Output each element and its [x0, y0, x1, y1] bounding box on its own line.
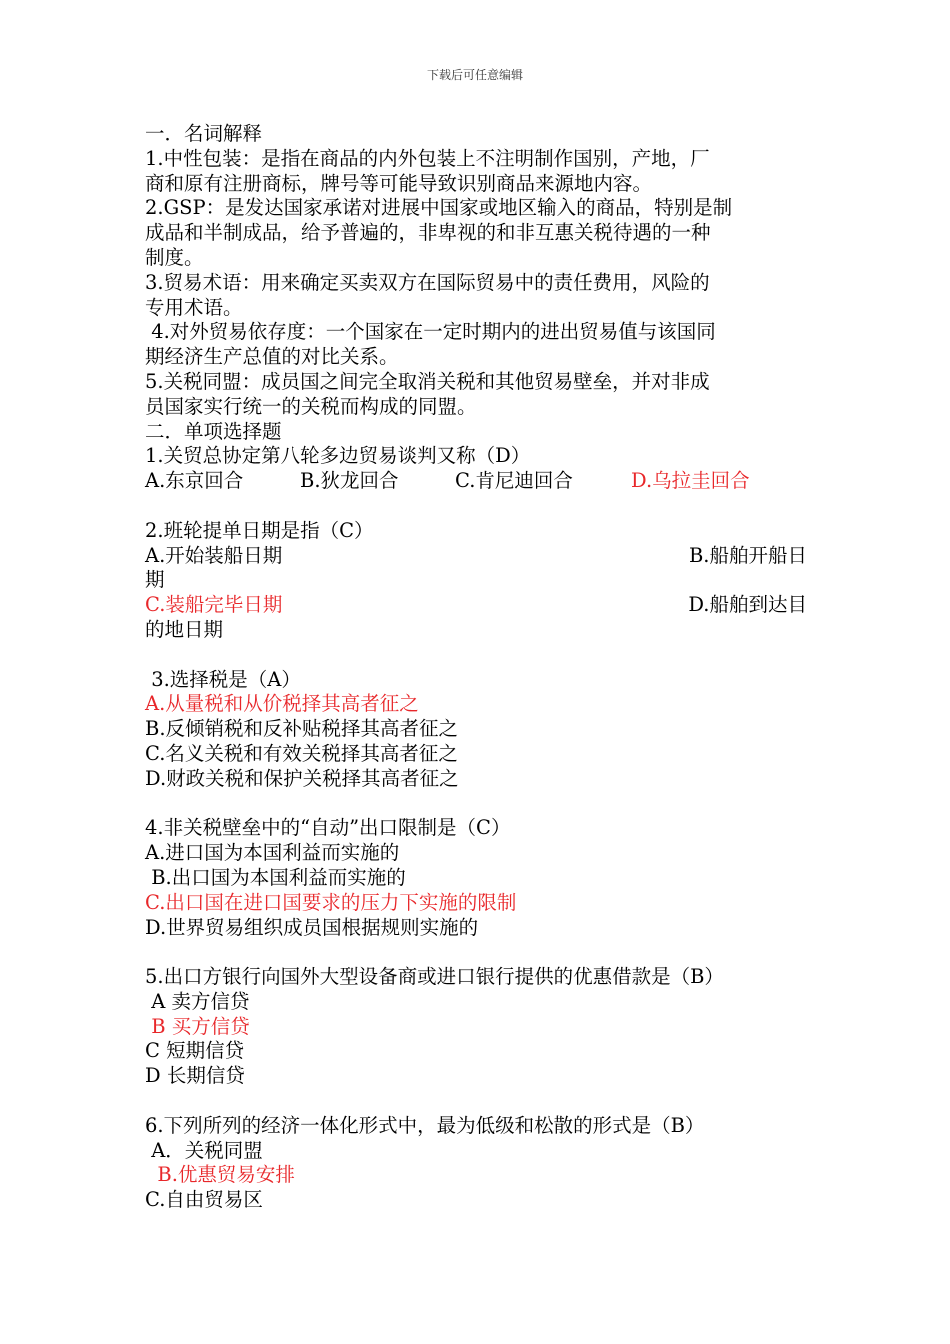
- question-stem: 2.班轮提单日期是指（C）: [145, 518, 374, 542]
- option-d-answer: D.乌拉圭回合: [631, 469, 750, 493]
- option-d: D.财政关税和保护关税择其高者征之: [145, 766, 459, 790]
- question-stem: 4.非关税壁垒中的“自动”出口限制是（C）: [145, 816, 511, 840]
- option-d: D.世界贸易组织成员国根据规则实施的: [145, 915, 479, 939]
- definition-line: 员国家实行统一的关税而构成的同盟。: [145, 394, 477, 418]
- spacer: [145, 1089, 807, 1114]
- definition-line: 1.中性包装：是指在商品的内外包装上不注明制作国别，产地，厂: [145, 146, 710, 170]
- question-options-row: [145, 469, 807, 494]
- question-stem: 3.选择税是（A）: [145, 667, 301, 691]
- definition-line: 期经济生产总值的对比关系。: [145, 345, 399, 369]
- option-b-answer: B 买方信贷: [145, 1014, 250, 1038]
- section-title: 二．单项选择题: [145, 419, 282, 443]
- option-b: B.船舶开船日: [688, 543, 807, 567]
- option-b-answer: B.优惠贸易安排: [145, 1163, 295, 1187]
- option-c: C.自由贸易区: [145, 1188, 263, 1212]
- option-a: A．关税同盟: [145, 1138, 263, 1162]
- option-a: A 卖方信贷: [145, 989, 250, 1013]
- definition-line: 4.对外贸易依存度：一个国家在一定时期内的进出贸易值与该国同: [145, 320, 716, 344]
- definition-line: 专用术语。: [145, 295, 243, 319]
- spacer: [145, 494, 807, 519]
- option-b: B.反倾销税和反补贴税择其高者征之: [145, 717, 459, 741]
- option-c-answer: C.装船完毕日期: [145, 593, 283, 617]
- definition-line: 商和原有注册商标，牌号等可能导致识别商品来源地内容。: [145, 171, 653, 195]
- question-stem: 6.下列所列的经济一体化形式中，最为低级和松散的形式是（B）: [145, 1113, 705, 1137]
- option-c: C.名义关税和有效关税择其高者征之: [145, 741, 458, 765]
- option-a: A.东京回合: [145, 469, 244, 493]
- question-stem: 1.关贸总协定第八轮多边贸易谈判又称（D）: [145, 444, 531, 468]
- question-options-row: [145, 544, 807, 569]
- definition-line: 3.贸易术语：用来确定买卖双方在国际贸易中的责任费用，风险的: [145, 270, 710, 294]
- definition-line: 制度。: [145, 245, 204, 269]
- document-body: [145, 122, 807, 1213]
- option-c: C.肯尼迪回合: [455, 469, 573, 493]
- option-d: D.船舶到达目: [688, 593, 807, 617]
- option-a-answer: A.从量税和从价税择其高者征之: [145, 692, 419, 716]
- option-c: C 短期信贷: [145, 1039, 245, 1063]
- spacer: [145, 940, 807, 965]
- spacer: [145, 792, 807, 817]
- question-options-row: [145, 593, 807, 618]
- definition-line: 5.关税同盟：成员国之间完全取消关税和其他贸易壁垒，并对非成: [145, 369, 710, 393]
- option-d-continued: 的地日期: [145, 617, 224, 641]
- definition-line: 成品和半制成品，给予普遍的，非卑视的和非互惠关税待遇的一种: [145, 221, 711, 245]
- option-b: B.出口国为本国利益而实施的: [145, 865, 406, 889]
- page-header: 下载后可任意编辑: [426, 68, 523, 82]
- option-c-answer: C.出口国在进口国要求的压力下实施的限制: [145, 890, 517, 914]
- definition-line: 2.GSP：是发达国家承诺对进展中国家或地区输入的商品，特别是制: [145, 196, 733, 220]
- question-stem: 5.出口方银行向国外大型设备商或进口银行提供的优惠借款是（B）: [145, 965, 724, 989]
- option-d: D 长期信贷: [145, 1064, 245, 1088]
- option-a: A.进口国为本国利益而实施的: [145, 841, 400, 865]
- option-b: B.狄龙回合: [300, 469, 399, 493]
- option-a: A.开始装船日期: [145, 543, 283, 567]
- spacer: [145, 643, 807, 668]
- option-b-continued: 期: [145, 568, 165, 592]
- section-title: 一．名词解释: [145, 122, 263, 145]
